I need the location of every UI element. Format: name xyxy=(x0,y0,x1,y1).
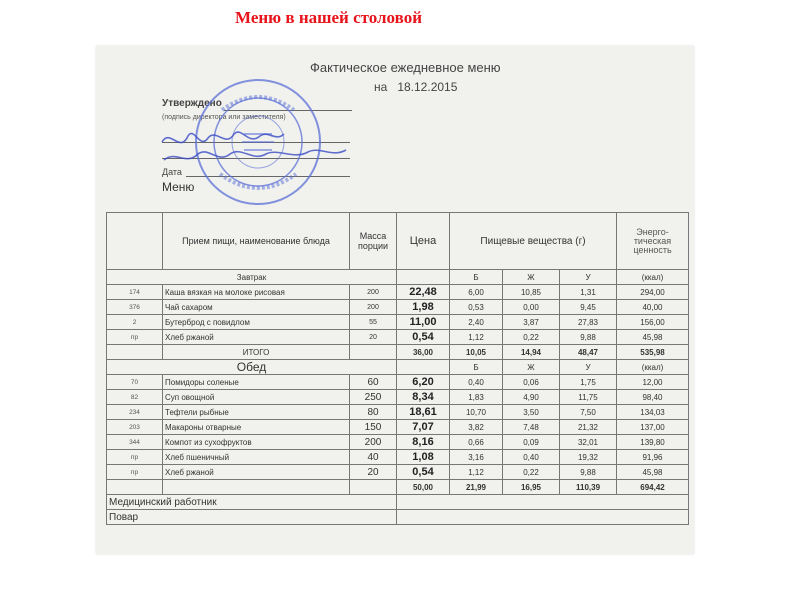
dish-code: 82 xyxy=(107,390,163,405)
section-label-breakfast: Завтрак xyxy=(107,270,397,285)
dish-name: Тефтели рыбные xyxy=(163,405,350,420)
dish-carbs: 19,32 xyxy=(560,450,617,465)
col-label-zh: Ж xyxy=(503,360,560,375)
dish-protein: 0,40 xyxy=(450,375,503,390)
footer-medic-label: Медицинский работник xyxy=(107,495,397,510)
total-label: ИТОГО xyxy=(163,345,350,360)
col-label-b: Б xyxy=(450,360,503,375)
dish-price: 0,54 xyxy=(397,330,450,345)
header-code-cell xyxy=(107,213,163,270)
dish-protein: 3,82 xyxy=(450,420,503,435)
col-label-kcal: (ккал) xyxy=(617,270,689,285)
dish-fat: 3,87 xyxy=(503,315,560,330)
col-label-u: У xyxy=(560,270,617,285)
dish-kcal: 40,00 xyxy=(617,300,689,315)
dish-price: 1,08 xyxy=(397,450,450,465)
dish-kcal: 294,00 xyxy=(617,285,689,300)
total-empty-cell xyxy=(350,480,397,495)
date-prefix: на xyxy=(374,80,388,94)
lunch-total-row xyxy=(107,480,689,495)
dish-code: 174 xyxy=(107,285,163,300)
dish-mass: 20 xyxy=(350,330,397,345)
menu-table xyxy=(106,212,689,525)
dish-price: 18,61 xyxy=(397,405,450,420)
dish-name: Хлеб ржаной xyxy=(163,330,350,345)
footer-row-medic xyxy=(107,495,689,510)
total-carbs: 110,39 xyxy=(560,480,617,495)
dish-kcal: 139,80 xyxy=(617,435,689,450)
dish-carbs: 1,75 xyxy=(560,375,617,390)
dish-mass: 200 xyxy=(350,435,397,450)
dish-price: 1,98 xyxy=(397,300,450,315)
header-nutrients: Пищевые вещества (г) xyxy=(450,213,617,270)
dish-mass: 200 xyxy=(350,285,397,300)
dish-kcal: 45,98 xyxy=(617,465,689,480)
col-label-zh: Ж xyxy=(503,270,560,285)
total-fat: 16,95 xyxy=(503,480,560,495)
table-row xyxy=(107,420,689,435)
total-protein: 21,99 xyxy=(450,480,503,495)
dish-price: 22,48 xyxy=(397,285,450,300)
dish-fat: 0,40 xyxy=(503,450,560,465)
table-row xyxy=(107,435,689,450)
dish-kcal: 156,00 xyxy=(617,315,689,330)
dish-carbs: 9,88 xyxy=(560,330,617,345)
table-row xyxy=(107,465,689,480)
dish-protein: 2,40 xyxy=(450,315,503,330)
dish-protein: 0,66 xyxy=(450,435,503,450)
dish-carbs: 21,32 xyxy=(560,420,617,435)
dish-protein: 3,16 xyxy=(450,450,503,465)
dish-carbs: 9,88 xyxy=(560,465,617,480)
section-empty-cell xyxy=(397,360,450,375)
dish-name: Каша вязкая на молоке рисовая xyxy=(163,285,350,300)
footer-row-cook xyxy=(107,510,689,525)
dish-price: 7,07 xyxy=(397,420,450,435)
total-price: 50,00 xyxy=(397,480,450,495)
table-row xyxy=(107,390,689,405)
dish-fat: 0,22 xyxy=(503,465,560,480)
scanned-menu-document xyxy=(96,46,694,554)
header-name: Прием пищи, наименование блюда xyxy=(163,213,350,270)
dish-protein: 1,12 xyxy=(450,465,503,480)
total-price: 36,00 xyxy=(397,345,450,360)
dish-mass: 250 xyxy=(350,390,397,405)
header-energy: Энерго-тическая ценность xyxy=(617,213,689,270)
dish-code: 2 xyxy=(107,315,163,330)
total-empty-cell xyxy=(350,345,397,360)
document-date xyxy=(374,80,457,94)
section-empty-cell xyxy=(397,270,450,285)
dish-fat: 0,09 xyxy=(503,435,560,450)
table-row xyxy=(107,450,689,465)
section-label-lunch: Обед xyxy=(107,360,397,375)
dish-carbs: 32,01 xyxy=(560,435,617,450)
dish-name: Хлеб пшеничный xyxy=(163,450,350,465)
dish-protein: 10,70 xyxy=(450,405,503,420)
header-mass: Масса порции xyxy=(350,213,397,270)
dish-mass: 200 xyxy=(350,300,397,315)
dish-name: Компот из сухофруктов xyxy=(163,435,350,450)
dish-code: 376 xyxy=(107,300,163,315)
total-fat: 14,94 xyxy=(503,345,560,360)
dish-carbs: 11,75 xyxy=(560,390,617,405)
dish-kcal: 134,03 xyxy=(617,405,689,420)
dish-fat: 7,48 xyxy=(503,420,560,435)
dish-code: 234 xyxy=(107,405,163,420)
table-row xyxy=(107,300,689,315)
table-row xyxy=(107,285,689,300)
table-row xyxy=(107,375,689,390)
table-header-row xyxy=(107,213,689,270)
dish-fat: 10,85 xyxy=(503,285,560,300)
section-row-lunch xyxy=(107,360,689,375)
dish-name: Суп овощной xyxy=(163,390,350,405)
table-row xyxy=(107,330,689,345)
dish-kcal: 137,00 xyxy=(617,420,689,435)
table-row xyxy=(107,405,689,420)
total-carbs: 48,47 xyxy=(560,345,617,360)
date-label: Дата xyxy=(162,167,182,177)
breakfast-total-row xyxy=(107,345,689,360)
total-protein: 10,05 xyxy=(450,345,503,360)
dish-name: Макароны отварные xyxy=(163,420,350,435)
dish-name: Помидоры соленые xyxy=(163,375,350,390)
dish-code: пр xyxy=(107,465,163,480)
footer-cook-signature-cell xyxy=(397,510,689,525)
dish-protein: 6,00 xyxy=(450,285,503,300)
dish-kcal: 91,96 xyxy=(617,450,689,465)
dish-carbs: 1,31 xyxy=(560,285,617,300)
header-price: Цена xyxy=(397,213,450,270)
dish-fat: 0,00 xyxy=(503,300,560,315)
dish-fat: 0,06 xyxy=(503,375,560,390)
dish-code: пр xyxy=(107,450,163,465)
dish-name: Бутерброд с повидлом xyxy=(163,315,350,330)
dish-protein: 0,53 xyxy=(450,300,503,315)
dish-name: Чай сахаром xyxy=(163,300,350,315)
dish-carbs: 9,45 xyxy=(560,300,617,315)
dish-name: Хлеб ржаной xyxy=(163,465,350,480)
dish-mass: 20 xyxy=(350,465,397,480)
document-title: Фактическое ежедневное меню xyxy=(310,60,501,75)
dish-kcal: 45,98 xyxy=(617,330,689,345)
date-value: 18.12.2015 xyxy=(397,80,458,94)
dish-carbs: 27,83 xyxy=(560,315,617,330)
section-row-breakfast xyxy=(107,270,689,285)
approved-label: Утверждено xyxy=(162,98,222,109)
handwritten-signature-icon xyxy=(156,124,356,170)
total-empty-cell xyxy=(107,345,163,360)
dish-price: 6,20 xyxy=(397,375,450,390)
footer-cook-label: Повар xyxy=(107,510,397,525)
dish-code: 344 xyxy=(107,435,163,450)
menu-label: Меню xyxy=(162,180,195,194)
dish-kcal: 98,40 xyxy=(617,390,689,405)
slide-title: Меню в нашей столовой xyxy=(235,8,422,27)
dish-fat: 3,50 xyxy=(503,405,560,420)
dish-code: пр xyxy=(107,330,163,345)
total-kcal: 535,98 xyxy=(617,345,689,360)
dish-price: 8,16 xyxy=(397,435,450,450)
col-label-u: У xyxy=(560,360,617,375)
dish-price: 11,00 xyxy=(397,315,450,330)
dish-protein: 1,12 xyxy=(450,330,503,345)
dish-fat: 0,22 xyxy=(503,330,560,345)
dish-fat: 4,90 xyxy=(503,390,560,405)
dish-code: 203 xyxy=(107,420,163,435)
dish-mass: 55 xyxy=(350,315,397,330)
dish-kcal: 12,00 xyxy=(617,375,689,390)
col-label-kcal: (ккал) xyxy=(617,360,689,375)
dish-carbs: 7,50 xyxy=(560,405,617,420)
dish-mass: 40 xyxy=(350,450,397,465)
total-empty-cell xyxy=(107,480,163,495)
dish-code: 70 xyxy=(107,375,163,390)
dish-protein: 1,83 xyxy=(450,390,503,405)
dish-price: 0,54 xyxy=(397,465,450,480)
footer-medic-signature-cell xyxy=(397,495,689,510)
total-kcal: 694,42 xyxy=(617,480,689,495)
dish-price: 8,34 xyxy=(397,390,450,405)
dish-mass: 150 xyxy=(350,420,397,435)
dish-mass: 80 xyxy=(350,405,397,420)
col-label-b: Б xyxy=(450,270,503,285)
approved-sub-label: (подпись директора или заместителя) xyxy=(162,114,286,121)
total-empty-cell xyxy=(163,480,350,495)
dish-mass: 60 xyxy=(350,375,397,390)
table-row xyxy=(107,315,689,330)
